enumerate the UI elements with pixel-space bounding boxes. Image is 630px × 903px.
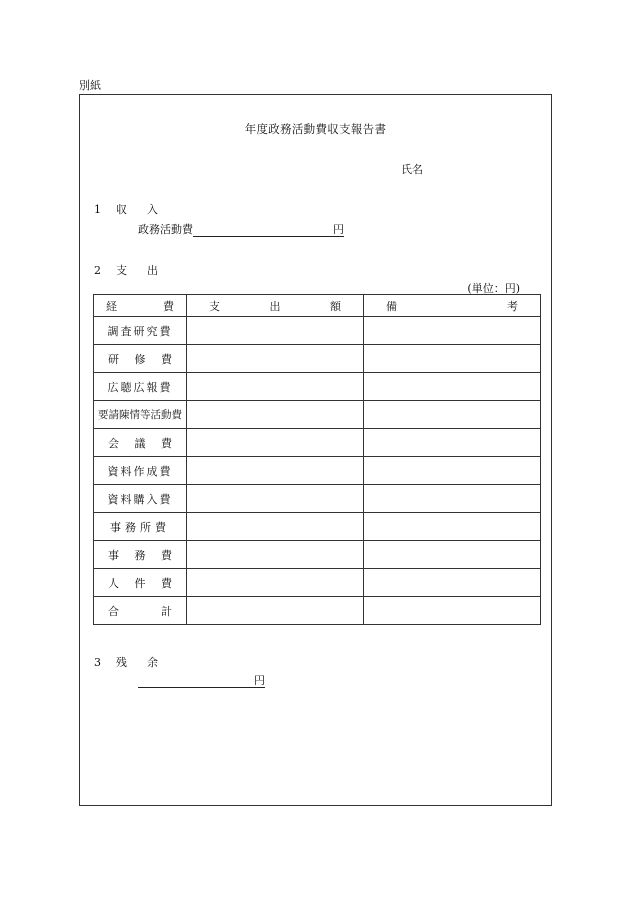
- balance-unit: 円: [254, 674, 265, 687]
- income-heading: [94, 201, 158, 217]
- expense-item-label: [94, 345, 187, 373]
- table-row: [94, 569, 541, 597]
- income-amount-field[interactable]: [193, 223, 333, 237]
- expense-amount-cell[interactable]: [187, 429, 364, 457]
- table-row: [94, 401, 541, 429]
- report-form: [79, 94, 552, 806]
- expense-item-char: 事: [108, 548, 119, 562]
- expense-item-char: 費: [161, 352, 172, 366]
- header-amount-char-2: 出: [269, 299, 281, 313]
- balance-heading-char-1: 残: [116, 656, 127, 669]
- table-row: [94, 457, 541, 485]
- expense-item-char: 研: [108, 352, 119, 366]
- expense-remark-cell[interactable]: [364, 541, 541, 569]
- expense-item-char: 費: [161, 576, 172, 590]
- expense-item-char: 人: [108, 576, 119, 590]
- balance-heading-char-2: 余: [147, 656, 158, 669]
- expense-number: 2: [94, 263, 101, 277]
- table-row: [94, 513, 541, 541]
- income-number: 1: [94, 202, 101, 216]
- expense-item-char: 費: [161, 436, 172, 450]
- balance-line: [138, 674, 265, 688]
- form-title: 年度政務活動費収支報告書: [244, 122, 387, 136]
- expense-amount-cell[interactable]: [187, 569, 364, 597]
- expense-amount-cell[interactable]: [187, 457, 364, 485]
- expense-total-amount-cell[interactable]: [187, 597, 364, 625]
- expense-heading: [94, 262, 158, 278]
- expense-amount-cell[interactable]: [187, 513, 364, 541]
- expense-item-char: 議: [134, 436, 146, 450]
- expense-item-label: 広聴広報費: [94, 373, 187, 401]
- header-amount-char-1: 支: [209, 299, 220, 313]
- expense-item-label: 資料購入費: [94, 485, 187, 513]
- table-row: [94, 373, 541, 401]
- expense-item-char: 費: [161, 548, 172, 562]
- balance-amount-field[interactable]: [138, 674, 254, 688]
- balance-number: 3: [94, 655, 101, 669]
- expense-item-label: 要請陳情等活動費: [94, 401, 187, 429]
- header-item-char-2: 費: [163, 299, 174, 313]
- attachment-label: 別紙: [79, 79, 101, 92]
- expense-table: [93, 294, 541, 625]
- name-label: 氏名: [401, 163, 423, 176]
- expense-remark-cell[interactable]: [364, 429, 541, 457]
- expense-item-char: 務: [134, 548, 146, 562]
- expense-amount-cell[interactable]: [187, 345, 364, 373]
- expense-remark-cell[interactable]: [364, 513, 541, 541]
- expense-amount-cell[interactable]: [187, 317, 364, 345]
- expense-remark-cell[interactable]: [364, 485, 541, 513]
- expense-item-char: 合: [108, 604, 119, 618]
- expense-remark-cell[interactable]: [364, 457, 541, 485]
- expense-item-char: 会: [108, 436, 119, 450]
- header-item: [94, 295, 187, 317]
- header-remark: [364, 295, 541, 317]
- table-row-total: [94, 597, 541, 625]
- expense-total-remark-cell[interactable]: [364, 597, 541, 625]
- expense-item-label: 調査研究費: [94, 317, 187, 345]
- expense-remark-cell[interactable]: [364, 373, 541, 401]
- expense-amount-cell[interactable]: [187, 485, 364, 513]
- income-heading-char-2: 入: [147, 203, 158, 216]
- table-row: [94, 485, 541, 513]
- header-item-char-1: 経: [106, 299, 117, 313]
- balance-heading: [94, 654, 158, 670]
- table-row: [94, 317, 541, 345]
- expense-item-label: [94, 541, 187, 569]
- expense-total-label: [94, 597, 187, 625]
- expense-heading-char-2: 出: [147, 264, 158, 277]
- income-heading-char-1: 収: [116, 203, 127, 216]
- expense-amount-cell[interactable]: [187, 373, 364, 401]
- table-row: [94, 345, 541, 373]
- expense-amount-cell[interactable]: [187, 401, 364, 429]
- expense-item-char: 件: [134, 576, 146, 590]
- header-amount-char-3: 額: [330, 299, 341, 313]
- income-item-label: 政務活動費: [138, 223, 193, 236]
- table-header-row: [94, 295, 541, 317]
- table-row: [94, 429, 541, 457]
- table-row: [94, 541, 541, 569]
- unit-note: (単位：円): [467, 282, 520, 295]
- income-unit: 円: [333, 223, 344, 236]
- expense-remark-cell[interactable]: [364, 345, 541, 373]
- expense-amount-cell[interactable]: [187, 541, 364, 569]
- expense-item-label: [94, 569, 187, 597]
- expense-item-char: 修: [134, 352, 146, 366]
- expense-remark-cell[interactable]: [364, 317, 541, 345]
- header-amount: [187, 295, 364, 317]
- expense-item-label: 資料作成費: [94, 457, 187, 485]
- expense-item-label: [94, 429, 187, 457]
- expense-item-label: 事務所費: [94, 513, 187, 541]
- income-line: [138, 221, 344, 237]
- header-remark-char-2: 考: [507, 299, 518, 313]
- expense-item-char: 計: [161, 604, 172, 618]
- header-remark-char-1: 備: [386, 299, 397, 313]
- expense-remark-cell[interactable]: [364, 401, 541, 429]
- expense-heading-char-1: 支: [116, 264, 127, 277]
- expense-remark-cell[interactable]: [364, 569, 541, 597]
